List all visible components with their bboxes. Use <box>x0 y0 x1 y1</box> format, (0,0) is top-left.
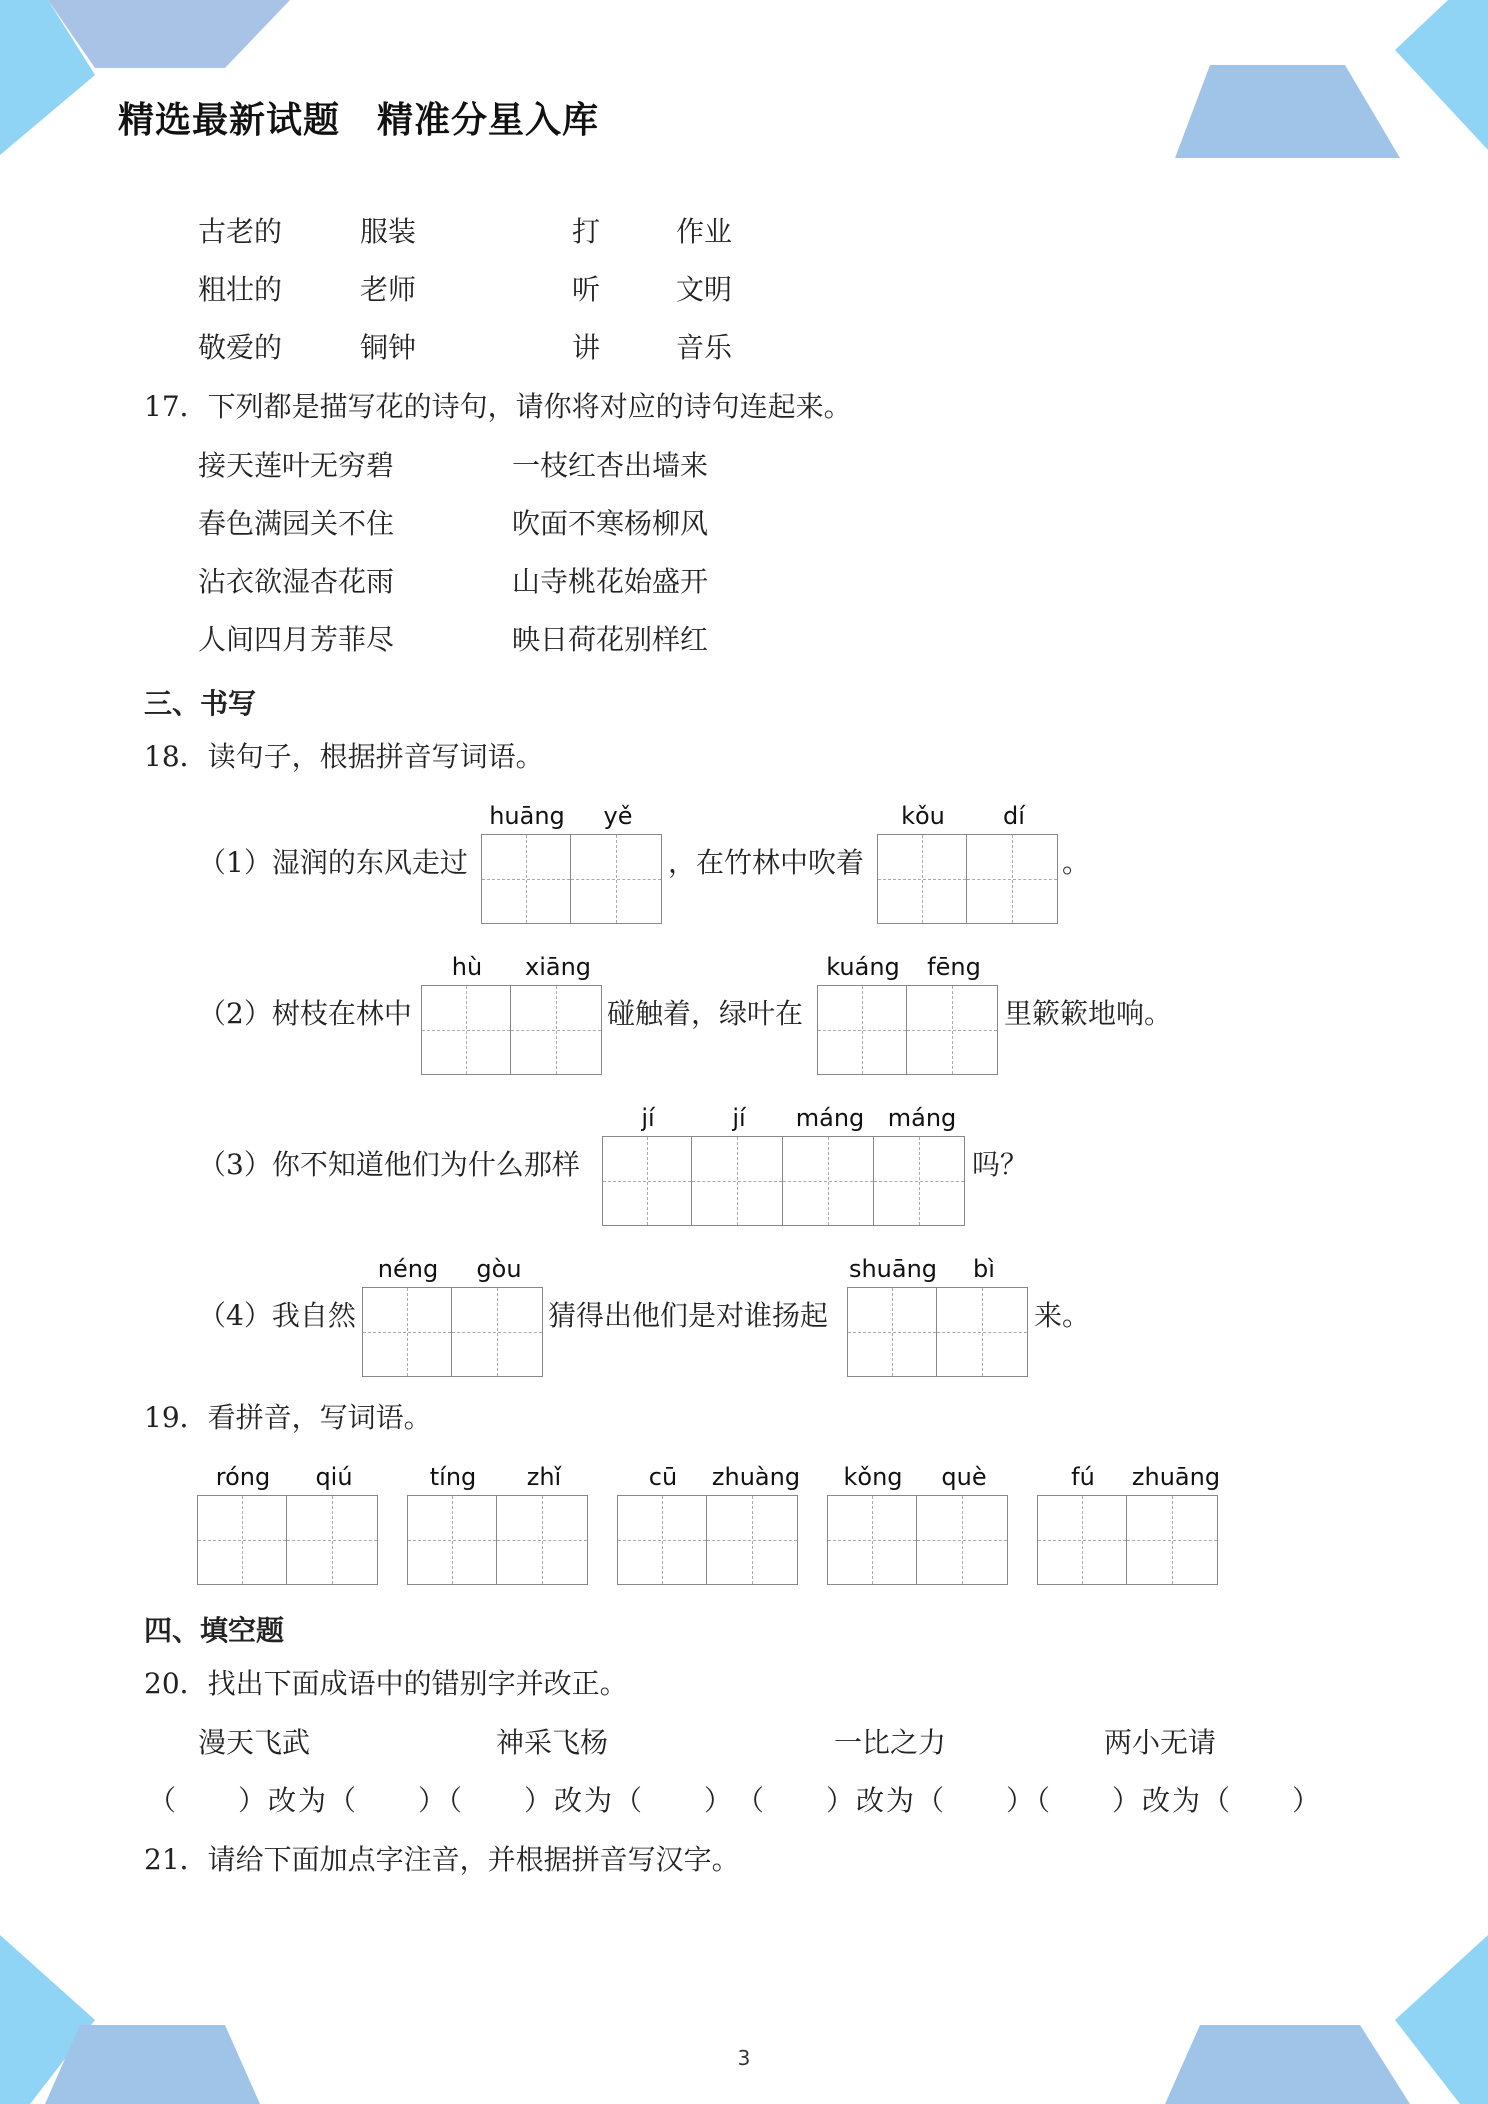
match-col2-item: 老师 <box>360 273 417 306</box>
pinyin-label: néng <box>377 1255 439 1283</box>
writing-cell[interactable] <box>481 834 571 924</box>
writing-cell[interactable] <box>452 1287 543 1377</box>
writing-grid[interactable] <box>827 1495 1008 1585</box>
writing-grid[interactable] <box>421 985 602 1075</box>
pinyin-label: zhuàng <box>711 1463 801 1491</box>
sentence-text: 吗？ <box>972 1148 1029 1181</box>
pinyin-label: shuāng <box>848 1255 938 1283</box>
writing-cell[interactable] <box>1037 1495 1127 1585</box>
writing-cell[interactable] <box>827 1495 917 1585</box>
pinyin-label: fú <box>1071 1463 1095 1491</box>
poem-right-line: 吹面不寒杨柳风 <box>512 507 709 540</box>
writing-grid[interactable] <box>847 1287 1028 1377</box>
pinyin-label: jí <box>732 1104 746 1132</box>
writing-cell[interactable] <box>602 1136 692 1226</box>
match-col1-item: 粗壮的 <box>198 273 283 306</box>
pinyin-label: tíng <box>429 1463 477 1491</box>
pinyin-label: yě <box>603 802 633 830</box>
question-19-prompt: 19．看拼音，写词语。 <box>144 1401 432 1434</box>
poem-right-line: 映日荷花别样红 <box>512 623 709 656</box>
sentence-text: 。 <box>1062 846 1091 879</box>
pinyin-label: xiāng <box>524 953 592 981</box>
question-21-prompt: 21．请给下面加点字注音，并根据拼音写汉字。 <box>144 1843 740 1876</box>
poem-left-line: 春色满园关不住 <box>198 507 395 540</box>
writing-cell[interactable] <box>511 985 602 1075</box>
section-3-title: 三、书写 <box>144 687 257 720</box>
poem-left-line: 接天莲叶无穷碧 <box>198 449 395 482</box>
correction-blanks[interactable]: （ ）改为（ ）（ ）改为（ ） （ ）改为（ ）（ ）改为（ ） <box>148 1784 1323 1817</box>
sentence-text: 来。 <box>1034 1299 1091 1332</box>
writing-grid[interactable] <box>481 834 662 924</box>
pinyin-label: kuáng <box>826 953 900 981</box>
pinyin-label: dí <box>1003 802 1025 830</box>
writing-cell[interactable] <box>287 1495 378 1585</box>
match-col2-item: 服装 <box>360 215 417 248</box>
poem-right-line: 一枝红杏出墙来 <box>512 449 709 482</box>
poem-right-line: 山寺桃花始盛开 <box>512 565 709 598</box>
writing-cell[interactable] <box>847 1287 937 1377</box>
sentence-text: （4）我自然 <box>198 1299 356 1332</box>
pinyin-label: gòu <box>476 1255 522 1283</box>
pinyin-label: jí <box>641 1104 655 1132</box>
sentence-text: （2）树枝在林中 <box>198 997 412 1030</box>
pinyin-label: cū <box>648 1463 678 1491</box>
writing-cell[interactable] <box>197 1495 287 1585</box>
pinyin-label: hù <box>451 953 483 981</box>
writing-grid[interactable] <box>617 1495 798 1585</box>
pinyin-label: qiú <box>315 1463 353 1491</box>
pinyin-label: máng <box>887 1104 957 1132</box>
pinyin-label: huāng <box>489 802 565 830</box>
sentence-text: 里簌簌地响。 <box>1004 997 1173 1030</box>
writing-cell[interactable] <box>407 1495 497 1585</box>
writing-cell[interactable] <box>917 1495 1008 1585</box>
writing-cell[interactable] <box>967 834 1058 924</box>
idiom-text: 两小无请 <box>1104 1726 1217 1759</box>
writing-cell[interactable] <box>877 834 967 924</box>
pinyin-label: fēng <box>927 953 981 981</box>
writing-cell[interactable] <box>874 1136 965 1226</box>
section-4-title: 四、填空题 <box>144 1614 285 1647</box>
sentence-text: 猜得出他们是对谁扬起 <box>548 1299 829 1332</box>
poem-left-line: 人间四月芳菲尽 <box>198 623 395 656</box>
writing-grid[interactable] <box>362 1287 543 1377</box>
writing-grid[interactable] <box>602 1136 965 1226</box>
pinyin-label: bì <box>973 1255 995 1283</box>
writing-cell[interactable] <box>692 1136 783 1226</box>
writing-grid[interactable] <box>1037 1495 1218 1585</box>
question-17-prompt: 17．下列都是描写花的诗句，请你将对应的诗句连起来。 <box>144 390 852 423</box>
writing-cell[interactable] <box>362 1287 452 1377</box>
sentence-text: （3）你不知道他们为什么那样 <box>198 1148 580 1181</box>
pinyin-label: zhuāng <box>1131 1463 1221 1491</box>
writing-grid[interactable] <box>817 985 998 1075</box>
sentence-text: 碰触着，绿叶在 <box>607 997 804 1030</box>
match-col1-item: 古老的 <box>198 215 283 248</box>
idiom-text: 一比之力 <box>834 1726 947 1759</box>
pinyin-label: kǒng <box>843 1463 903 1491</box>
writing-cell[interactable] <box>497 1495 588 1585</box>
match-col4-item: 作业 <box>676 215 733 248</box>
sentence-text: （1）湿润的东风走过 <box>198 846 468 879</box>
writing-cell[interactable] <box>617 1495 707 1585</box>
match-col1-item: 敬爱的 <box>198 331 283 364</box>
match-col4-item: 文明 <box>676 273 733 306</box>
writing-cell[interactable] <box>1127 1495 1218 1585</box>
match-col4-item: 音乐 <box>676 331 733 364</box>
idiom-text: 漫天飞武 <box>198 1726 311 1759</box>
poem-left-line: 沾衣欲湿杏花雨 <box>198 565 395 598</box>
match-col3-item: 听 <box>572 273 601 306</box>
writing-cell[interactable] <box>783 1136 874 1226</box>
writing-cell[interactable] <box>707 1495 798 1585</box>
match-col3-item: 打 <box>572 215 601 248</box>
question-20-prompt: 20．找出下面成语中的错别字并改正。 <box>144 1667 628 1700</box>
page-number: 3 <box>737 2046 751 2070</box>
match-col2-item: 铜钟 <box>360 331 417 364</box>
pinyin-label: zhǐ <box>526 1463 562 1491</box>
question-18-prompt: 18．读句子，根据拼音写词语。 <box>144 740 544 773</box>
writing-cell[interactable] <box>907 985 998 1075</box>
pinyin-label: máng <box>795 1104 865 1132</box>
writing-cell[interactable] <box>571 834 662 924</box>
pinyin-label: què <box>941 1463 987 1491</box>
idiom-text: 神采飞杨 <box>496 1726 609 1759</box>
writing-grid[interactable] <box>197 1495 378 1585</box>
writing-cell[interactable] <box>817 985 907 1075</box>
sentence-text: ，在竹林中吹着 <box>668 846 865 879</box>
writing-cell[interactable] <box>937 1287 1028 1377</box>
writing-grid[interactable] <box>407 1495 588 1585</box>
match-col3-item: 讲 <box>572 331 601 364</box>
writing-cell[interactable] <box>421 985 511 1075</box>
writing-grid[interactable] <box>877 834 1058 924</box>
pinyin-label: róng <box>215 1463 271 1491</box>
page-header-title: 精选最新试题 精准分星入库 <box>118 100 600 141</box>
pinyin-label: kǒu <box>901 802 945 830</box>
